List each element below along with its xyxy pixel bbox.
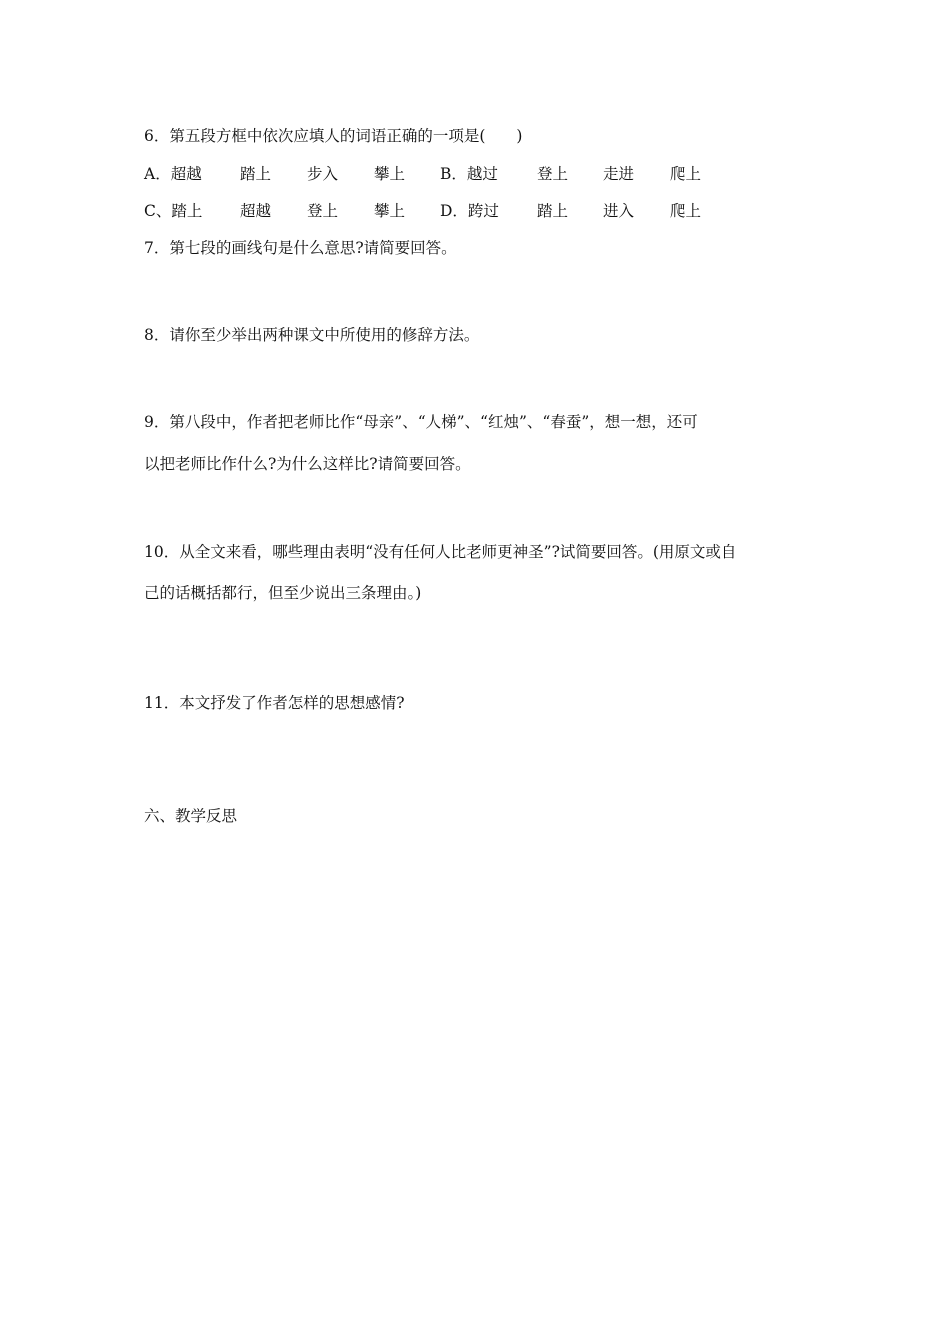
question-9-line-2: 以把老师比作什么?为什么这样比?请简要回答。 — [144, 455, 471, 473]
question-11-text: 11．本文抒发了作者怎样的思想感情? — [144, 694, 405, 712]
question-6-options-row-2 — [144, 201, 764, 221]
option-a-label: A．超越 — [144, 165, 202, 183]
option-b-label: B．越过 — [440, 165, 498, 183]
option-word: 登上 — [307, 202, 339, 220]
option-word: 踏上 — [537, 202, 569, 220]
option-c-label: C、踏上 — [144, 202, 203, 220]
question-6-text: 6．第五段方框中依次应填人的词语正确的一项是( ) — [144, 127, 523, 145]
question-7-text: 7．第七段的画线句是什么意思?请简要回答。 — [144, 239, 457, 257]
section-heading-teaching-reflection: 六、教学反思 — [144, 807, 238, 825]
option-word: 攀上 — [374, 165, 406, 183]
question-9-line-1: 9．第八段中，作者把老师比作“母亲”、“人梯”、“红烛”、“春蚕”，想一想，还可 — [144, 413, 698, 431]
option-word: 踏上 — [240, 165, 272, 183]
option-word: 超越 — [240, 202, 272, 220]
question-8-text: 8．请你至少举出两种课文中所使用的修辞方法。 — [144, 326, 480, 344]
option-word: 爬上 — [670, 165, 702, 183]
option-d-label: D．跨过 — [440, 202, 499, 220]
question-6-options-row-1 — [144, 164, 764, 184]
option-word: 登上 — [537, 165, 569, 183]
option-word: 爬上 — [670, 202, 702, 220]
option-word: 步入 — [307, 165, 339, 183]
question-10-line-1: 10．从全文来看，哪些理由表明“没有任何人比老师更神圣”?试简要回答。(用原文或自 — [144, 543, 737, 561]
option-word: 攀上 — [374, 202, 406, 220]
question-10-line-2: 己的话概括都行，但至少说出三条理由。) — [144, 584, 422, 602]
option-word: 进入 — [603, 202, 635, 220]
option-word: 走进 — [603, 165, 635, 183]
